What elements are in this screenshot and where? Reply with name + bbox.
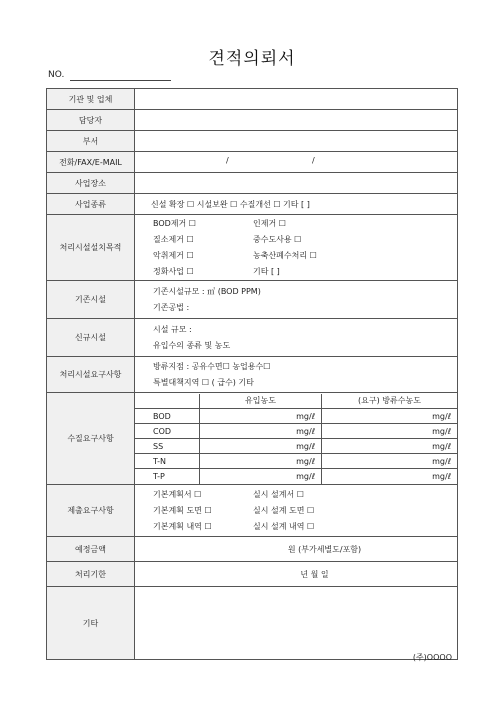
influent-unit[interactable]: mg/ℓ xyxy=(200,454,322,469)
field-existing[interactable] xyxy=(135,281,458,319)
purpose-other[interactable]: 기타 [ ] xyxy=(253,266,280,276)
influent-unit[interactable]: mg/ℓ xyxy=(200,424,322,439)
quality-item: T-P xyxy=(135,469,200,484)
label-org: 기관 및 업체 xyxy=(47,89,135,110)
quality-row xyxy=(135,469,457,484)
special-area: 특별대책지역 ☐ ( 급수) 기타 xyxy=(153,377,254,387)
quality-item: COD xyxy=(135,424,200,439)
label-dept: 부서 xyxy=(47,131,135,152)
purpose-nitrogen[interactable]: 질소제거 ☐ xyxy=(153,234,194,244)
quality-row xyxy=(135,454,457,469)
row-existing xyxy=(47,281,458,319)
submit-design-detail[interactable]: 실시 설계 내역 ☐ xyxy=(253,521,315,531)
new-influent: 유입수의 종류 및 농도 xyxy=(153,340,231,350)
label-deadline: 처리기한 xyxy=(47,562,135,587)
purpose-livestock[interactable]: 농축산폐수처리 ☐ xyxy=(253,250,317,260)
doc-number-label: NO. xyxy=(48,70,65,80)
quality-row xyxy=(135,409,457,424)
existing-scale: 기존시설규모 : ㎥ (BOD PPM) xyxy=(153,286,261,296)
purpose-odor[interactable]: 악취제거 ☐ xyxy=(153,250,194,260)
quality-row xyxy=(135,439,457,454)
submit-basic-plan[interactable]: 기본계획서 ☐ xyxy=(153,489,202,499)
effluent-unit[interactable]: mg/ℓ xyxy=(322,469,458,484)
discharge-point: 방류지점 : 공유수면☐ 농업용수☐ xyxy=(153,361,271,371)
contact-separator-1: / xyxy=(226,156,229,165)
biztype-options[interactable]: 신설 확장 ☐ 시설보완 ☐ 수질개선 ☐ 기타 [ ] xyxy=(135,194,458,215)
influent-unit[interactable]: mg/ℓ xyxy=(200,469,322,484)
row-facility-req xyxy=(47,357,458,393)
purpose-bod[interactable]: BOD제거 ☐ xyxy=(153,218,196,228)
field-deadline[interactable]: 년 월 일 xyxy=(135,562,458,587)
submit-options[interactable] xyxy=(135,485,458,537)
label-quality-req: 수질요구사항 xyxy=(47,393,135,485)
purpose-options[interactable] xyxy=(135,215,458,281)
new-scale: 시설 규모 : xyxy=(153,324,192,334)
field-etc[interactable] xyxy=(135,587,458,660)
field-site[interactable] xyxy=(135,173,458,194)
label-new: 신규시설 xyxy=(47,319,135,357)
influent-unit[interactable]: mg/ℓ xyxy=(200,439,322,454)
label-existing: 기존시설 xyxy=(47,281,135,319)
row-budget xyxy=(47,537,458,562)
influent-unit[interactable]: mg/ℓ xyxy=(200,409,322,424)
field-org[interactable] xyxy=(135,89,458,110)
effluent-unit[interactable]: mg/ℓ xyxy=(322,409,458,424)
row-quality-req xyxy=(47,393,458,485)
submit-basic-drawing[interactable]: 기본계획 도면 ☐ xyxy=(153,505,212,515)
label-submit-req: 제출요구사항 xyxy=(47,485,135,537)
field-budget[interactable]: 원 (부가세별도/포함) xyxy=(135,537,458,562)
purpose-phosphorus[interactable]: 인제거 ☐ xyxy=(253,218,286,228)
field-new[interactable] xyxy=(135,319,458,357)
effluent-unit[interactable]: mg/ℓ xyxy=(322,454,458,469)
label-facility-req: 처리시설요구사항 xyxy=(47,357,135,393)
submit-design-plan[interactable]: 실시 설계서 ☐ xyxy=(253,489,304,499)
row-deadline xyxy=(47,562,458,587)
field-dept[interactable] xyxy=(135,131,458,152)
purpose-reuse[interactable]: 중수도사용 ☐ xyxy=(253,234,302,244)
field-manager[interactable] xyxy=(135,110,458,131)
contact-separator-2: / xyxy=(312,156,315,165)
row-manager xyxy=(47,110,458,131)
col-effluent: (요구) 방류수농도 xyxy=(322,394,458,409)
submit-design-drawing[interactable]: 실시 설계 도면 ☐ xyxy=(253,505,315,515)
effluent-unit[interactable]: mg/ℓ xyxy=(322,424,458,439)
label-etc: 기타 xyxy=(47,587,135,660)
purpose-purification[interactable]: 정화사업 ☐ xyxy=(153,266,194,276)
existing-method: 기존공법 : xyxy=(153,302,190,312)
document-title: 견적의뢰서 xyxy=(208,49,296,69)
label-budget: 예정금액 xyxy=(47,537,135,562)
company-name: (주)OOOO xyxy=(412,653,452,662)
quality-item: SS xyxy=(135,439,200,454)
effluent-unit[interactable]: mg/ℓ xyxy=(322,439,458,454)
row-etc xyxy=(47,587,458,660)
row-contact xyxy=(47,152,458,173)
quality-row xyxy=(135,424,457,439)
col-influent: 유입농도 xyxy=(200,394,322,409)
submit-basic-detail[interactable]: 기본계획 내역 ☐ xyxy=(153,521,212,531)
row-purpose xyxy=(47,215,458,281)
row-dept xyxy=(47,131,458,152)
quality-item: BOD xyxy=(135,409,200,424)
field-facility-req[interactable] xyxy=(135,357,458,393)
label-contact: 전화/FAX/E-MAIL xyxy=(47,152,135,173)
row-biztype xyxy=(47,194,458,215)
label-manager: 담당자 xyxy=(47,110,135,131)
doc-number-field[interactable] xyxy=(70,80,171,81)
quality-item: T-N xyxy=(135,454,200,469)
label-biztype: 사업종류 xyxy=(47,194,135,215)
row-new xyxy=(47,319,458,357)
quote-form-table xyxy=(46,88,458,660)
quality-subtable xyxy=(135,394,457,484)
row-submit-req xyxy=(47,485,458,537)
label-site: 사업장소 xyxy=(47,173,135,194)
field-contact[interactable] xyxy=(135,152,458,173)
row-site xyxy=(47,173,458,194)
row-org xyxy=(47,89,458,110)
label-purpose: 처리시설설치목적 xyxy=(47,215,135,281)
quality-subtable-cell xyxy=(135,393,458,485)
